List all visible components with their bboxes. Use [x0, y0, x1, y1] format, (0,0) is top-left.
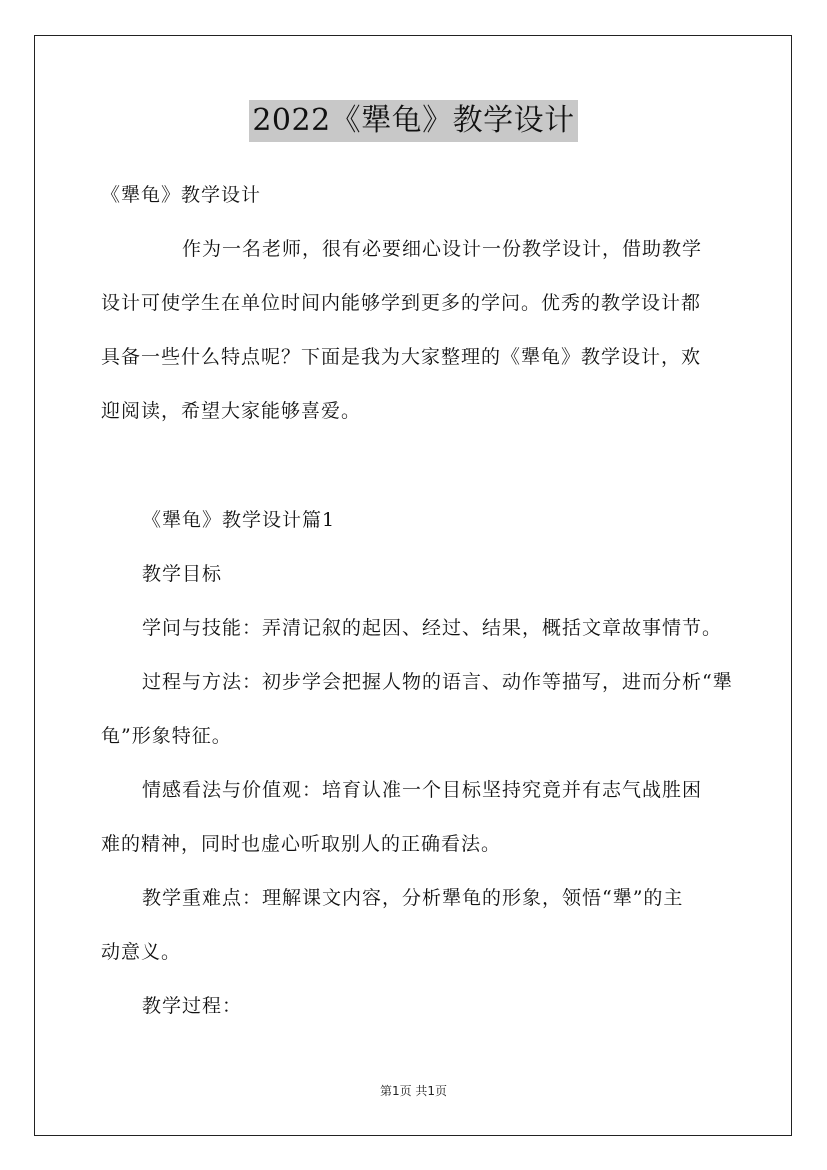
page-footer: 第1页 共1页 — [379, 1084, 448, 1098]
goal-emotion-values-cont: 难的精神，同时也虚心听取别人的正确看法。 — [101, 833, 502, 855]
intro-line-1: 作为一名老师，很有必要细心设计一份教学设计，借助教学 — [182, 238, 703, 260]
document-title: 2022《犟龟》教学设计 — [249, 100, 577, 142]
title-container — [0, 100, 827, 142]
goal-process-methods: 过程与方法：初步学会把握人物的语言、动作等描写，进而分析“犟 — [142, 671, 733, 693]
key-difficulties-cont: 动意义。 — [101, 941, 182, 963]
intro-line-2: 设计可使学生在单位时间内能够学到更多的学问。优秀的教学设计都 — [101, 292, 702, 314]
goal-knowledge-skills: 学问与技能：弄清记叙的起因、经过、结果，概括文章故事情节。 — [142, 617, 723, 639]
teaching-goals-heading: 教学目标 — [142, 563, 223, 585]
teaching-process-heading: 教学过程： — [142, 995, 243, 1017]
section-heading: 《犟龟》教学设计篇1 — [142, 509, 336, 531]
subtitle-line: 《犟龟》教学设计 — [101, 184, 262, 206]
key-difficulties: 教学重难点：理解课文内容，分析犟龟的形象，领悟“犟”的主 — [142, 887, 684, 909]
goal-process-methods-cont: 龟”形象特征。 — [101, 725, 232, 747]
intro-line-3: 具备一些什么特点呢？下面是我为大家整理的《犟龟》教学设计，欢 — [101, 346, 702, 368]
goal-emotion-values: 情感看法与价值观：培育认准一个目标坚持究竟并有志气战胜困 — [142, 779, 703, 801]
intro-line-4: 迎阅读，希望大家能够喜爱。 — [101, 400, 362, 422]
